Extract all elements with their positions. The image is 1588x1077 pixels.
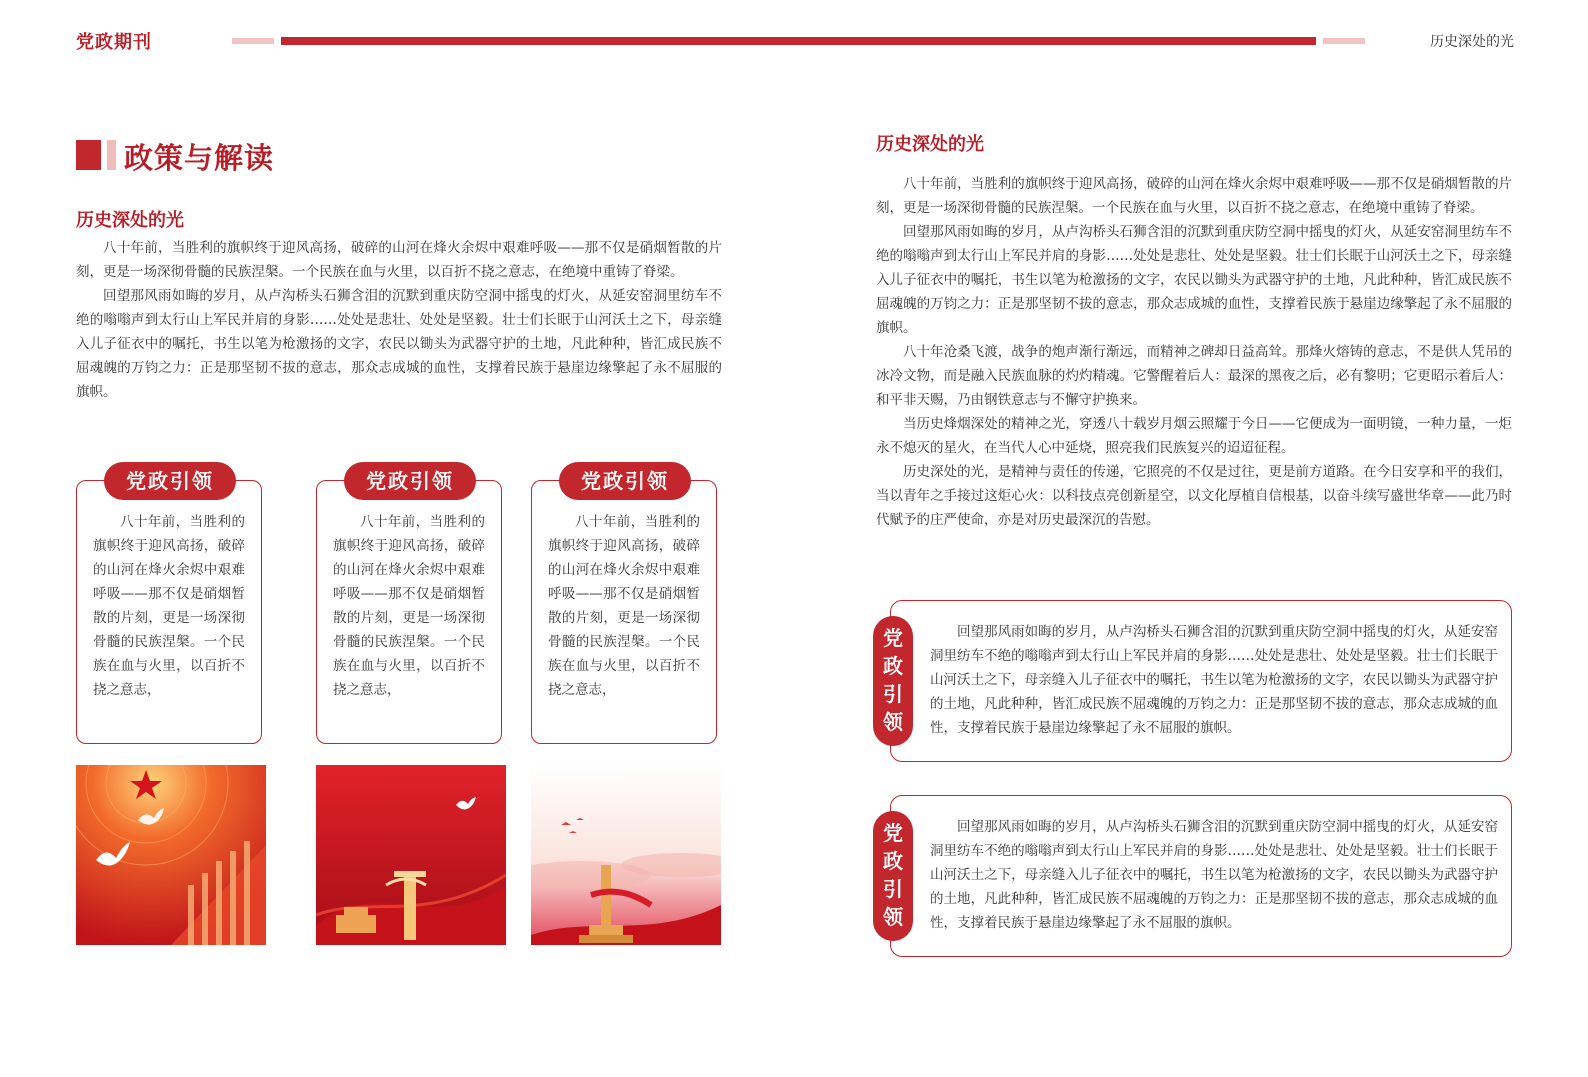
left-paragraph: 回望那风雨如晦的岁月，从卢沟桥头石狮含泪的沉默到重庆防空洞中摇曳的灯火，从延安窑洞里纺车不绝的嗡嗡声到太行山上军民并肩的身影……处处是悲壮、处处是坚毅。壮士们长眠于山河沃土之下，母亲缝入儿子征衣中的嘱托，书生以笔为枪激扬的文字，农民以锄头为武器守护的土地，凡此种种，皆汇成民族不屈魂魄的万钧之力：正是那坚韧不拔的意志，那众志成城的血性，支撑着民族于悬崖边缘擎起了永不屈服的旗帜。 <box>76 288 722 400</box>
card-tag: 党政引领 <box>559 462 691 500</box>
left-subtitle: 历史深处的光 <box>76 210 184 231</box>
card-tag: 党政引领 <box>344 462 476 500</box>
tag-char: 党 <box>883 821 903 845</box>
callout-paragraph: 回望那风雨如晦的岁月，从卢沟桥头石狮含泪的沉默到重庆防空洞中摇曳的灯火，从延安窑洞里纺车不绝的嗡嗡声到太行山上军民并肩的身影……处处是悲壮、处处是坚毅。壮士们长眠于山河沃土之下，母亲缝入儿子征衣中的嘱托，书生以笔为枪激扬的文字，农民以锄头为武器守护的土地，凡此种种，皆汇成民族不屈魂魄的万钧之力：正是那坚韧不拔的意志，那众志成城的血性，支撑着民族于悬崖边缘擎起了永不屈服的旗帜。 <box>930 819 1498 931</box>
left-paragraph: 八十年前，当胜利的旗帜终于迎风高扬，破碎的山河在烽火余烬中艰难呼吸——那不仅是硝烟暂散的片刻，更是一场深彻骨髓的民族涅槃。一个民族在血与火里，以百折不挠之意志，在绝境中重铸了脊梁。 <box>76 240 722 280</box>
header-rule-right <box>1323 38 1365 44</box>
header-right-title: 历史深处的光 <box>1430 34 1514 50</box>
tag-char: 领 <box>883 905 903 929</box>
right-subtitle: 历史深处的光 <box>876 134 984 155</box>
header-rule-main <box>281 37 1316 45</box>
tag-char: 政 <box>883 849 903 873</box>
right-paragraph: 八十年前，当胜利的旗帜终于迎风高扬，破碎的山河在烽火余烬中艰难呼吸——那不仅是硝烟暂散的片刻，更是一场深彻骨髓的民族涅槃。一个民族在血与火里，以百折不挠之意志，在绝境中重铸了脊梁。 <box>876 176 1512 216</box>
card-text <box>548 510 700 702</box>
great-hall-star-doves-image <box>76 765 266 945</box>
red-flag-huabiao-image <box>316 765 506 945</box>
card-paragraph: 八十年前，当胜利的旗帜终于迎风高扬，破碎的山河在烽火余烬中艰难呼吸——那不仅是硝烟暂散的片刻，更是一场深彻骨髓的民族涅槃。一个民族在血与火里，以百折不挠之意志， <box>333 514 485 698</box>
card-text <box>333 510 485 702</box>
huabiao-clouds-image <box>531 765 721 945</box>
section-title: 政策与解读 <box>124 141 275 175</box>
header-brand: 党政期刊 <box>76 32 152 53</box>
tag-char: 引 <box>883 682 903 706</box>
card-tag: 党政引领 <box>104 462 236 500</box>
callout-vertical-tag <box>873 616 913 746</box>
right-paragraph: 八十年沧桑飞渡，战争的炮声渐行渐远，而精神之碑却日益高耸。那烽火熔铸的意志，不是供人凭吊的冰冷文物，而是融入民族血脉的灼灼精魂。它警醒着后人：最深的黑夜之后，必有黎明；它更昭示着后人：和平非天赐，乃由钢铁意志与不懈守护换来。 <box>876 344 1512 408</box>
right-paragraph: 回望那风雨如晦的岁月，从卢沟桥头石狮含泪的沉默到重庆防空洞中摇曳的灯火，从延安窑洞里纺车不绝的嗡嗡声到太行山上军民并肩的身影……处处是悲壮、处处是坚毅。壮士们长眠于山河沃土之下，母亲缝入儿子征衣中的嘱托，书生以笔为枪激扬的文字，农民以锄头为武器守护的土地，凡此种种，皆汇成民族不屈魂魄的万钧之力：正是那坚韧不拔的意志，那众志成城的血性，支撑着民族于悬崖边缘擎起了永不屈服的旗帜。 <box>876 224 1512 336</box>
right-body <box>876 172 1512 532</box>
right-paragraph: 当历史烽烟深处的精神之光，穿透八十载岁月烟云照耀于今日——它便成为一面明镜，一种力量，一炬永不熄灭的星火，在当代人心中延烧，照亮我们民族复兴的迢迢征程。 <box>876 416 1512 456</box>
card-paragraph: 八十年前，当胜利的旗帜终于迎风高扬，破碎的山河在烽火余烬中艰难呼吸——那不仅是硝烟暂散的片刻，更是一场深彻骨髓的民族涅槃。一个民族在血与火里，以百折不挠之意志， <box>93 514 245 698</box>
callout-paragraph: 回望那风雨如晦的岁月，从卢沟桥头石狮含泪的沉默到重庆防空洞中摇曳的灯火，从延安窑洞里纺车不绝的嗡嗡声到太行山上军民并肩的身影……处处是悲壮、处处是坚毅。壮士们长眠于山河沃土之下，母亲缝入儿子征衣中的嘱托，书生以笔为枪激扬的文字，农民以锄头为武器守护的土地，凡此种种，皆汇成民族不屈魂魄的万钧之力：正是那坚韧不拔的意志，那众志成城的血性，支撑着民族于悬崖边缘擎起了永不屈服的旗帜。 <box>930 624 1498 736</box>
tag-char: 政 <box>883 654 903 678</box>
section-marker-icon <box>76 140 101 170</box>
callout-text <box>930 815 1498 935</box>
tag-char: 党 <box>883 626 903 650</box>
right-paragraph: 历史深处的光，是精神与责任的传递，它照亮的不仅是过往，更是前方道路。在今日安享和平的我们，当以青年之手接过这炬心火：以科技点亮创新星空，以文化厚植自信根基，以奋斗续写盛世华章——此乃时代赋予的庄严使命，亦是对历史最深沉的告慰。 <box>876 464 1512 528</box>
tag-char: 领 <box>883 710 903 734</box>
card-text <box>93 510 245 702</box>
section-marker-accent <box>107 140 116 170</box>
callout-vertical-tag <box>873 811 913 941</box>
card-paragraph: 八十年前，当胜利的旗帜终于迎风高扬，破碎的山河在烽火余烬中艰难呼吸——那不仅是硝烟暂散的片刻，更是一场深彻骨髓的民族涅槃。一个民族在血与火里，以百折不挠之意志， <box>548 514 700 698</box>
callout-text <box>930 620 1498 740</box>
tag-char: 引 <box>883 877 903 901</box>
header-rule-left <box>232 38 274 44</box>
left-body <box>76 236 722 404</box>
